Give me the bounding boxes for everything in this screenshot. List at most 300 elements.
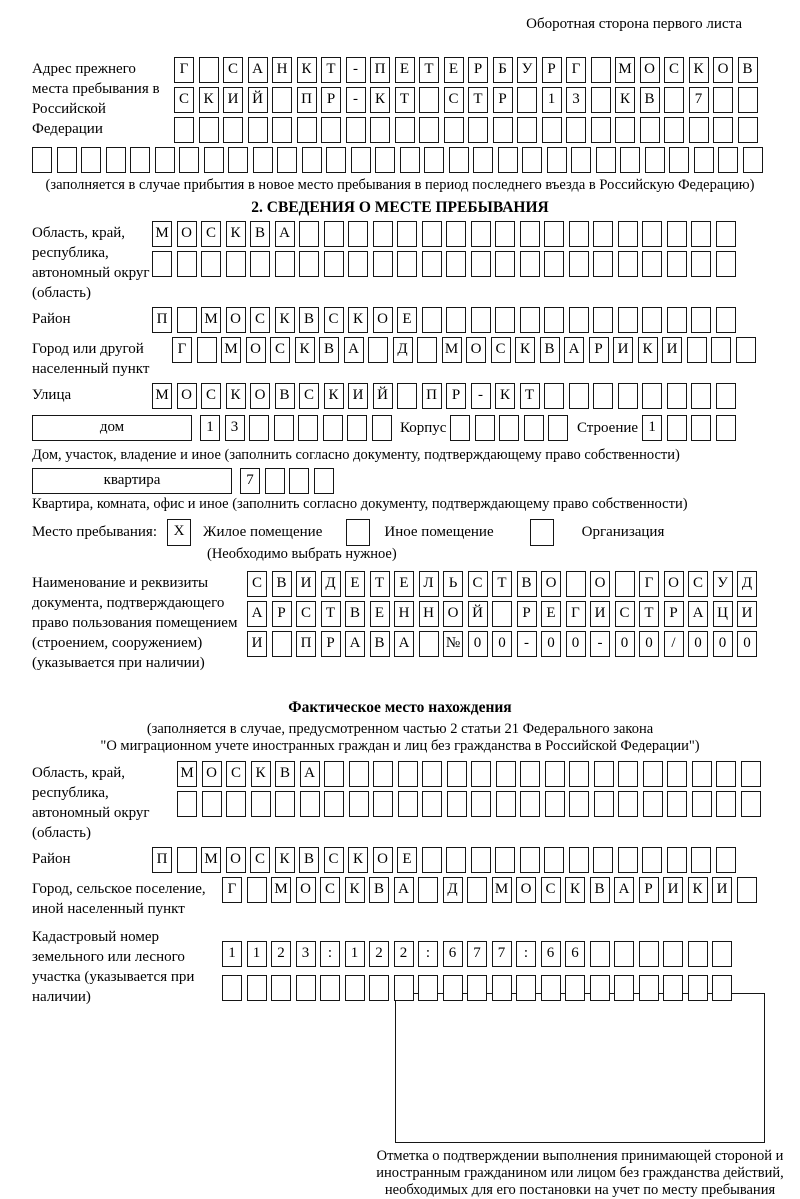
char-cell[interactable] (349, 761, 369, 787)
char-cell[interactable] (565, 975, 585, 1001)
char-cell[interactable]: О (541, 571, 561, 597)
char-cell[interactable] (713, 117, 733, 143)
char-cell[interactable] (446, 847, 466, 873)
char-cell[interactable]: И (663, 877, 683, 903)
char-cell[interactable]: И (590, 601, 610, 627)
char-cell[interactable]: 0 (737, 631, 757, 657)
char-cell[interactable] (368, 337, 388, 363)
char-cell[interactable]: / (664, 631, 684, 657)
char-cell[interactable]: О (250, 383, 270, 409)
char-cell[interactable]: 0 (713, 631, 733, 657)
char-cell[interactable] (495, 251, 515, 277)
char-cell[interactable] (321, 117, 341, 143)
char-cell[interactable] (544, 847, 564, 873)
char-cell[interactable] (422, 221, 442, 247)
char-cell[interactable] (471, 307, 491, 333)
char-cell[interactable] (324, 791, 344, 817)
char-cell[interactable] (618, 847, 638, 873)
char-cell[interactable]: 1 (247, 941, 267, 967)
char-cell[interactable] (544, 221, 564, 247)
char-cell[interactable]: О (373, 307, 393, 333)
char-cell[interactable] (222, 975, 242, 1001)
char-cell[interactable]: А (688, 601, 708, 627)
char-cell[interactable]: Р (589, 337, 609, 363)
char-cell[interactable]: Н (394, 601, 414, 627)
char-cell[interactable] (545, 791, 565, 817)
char-cell[interactable] (446, 221, 466, 247)
char-cell[interactable]: И (613, 337, 633, 363)
char-cell[interactable]: В (272, 571, 292, 597)
char-cell[interactable]: Е (395, 57, 415, 83)
char-cell[interactable]: Е (397, 307, 417, 333)
char-cell[interactable] (639, 975, 659, 1001)
char-cell[interactable] (618, 791, 638, 817)
char-cell[interactable] (473, 147, 493, 173)
char-cell[interactable] (520, 251, 540, 277)
char-cell[interactable] (397, 251, 417, 277)
char-cell[interactable] (324, 761, 344, 787)
char-cell[interactable]: Е (345, 571, 365, 597)
char-cell[interactable]: В (345, 601, 365, 627)
char-cell[interactable]: О (373, 847, 393, 873)
char-cell[interactable]: У (713, 571, 733, 597)
char-cell[interactable]: Т (492, 571, 512, 597)
char-cell[interactable] (663, 975, 683, 1001)
char-cell[interactable] (468, 117, 488, 143)
char-cell[interactable]: М (201, 307, 221, 333)
char-cell[interactable]: А (275, 221, 295, 247)
char-cell[interactable]: П (296, 631, 316, 657)
char-cell[interactable] (618, 307, 638, 333)
char-cell[interactable] (711, 337, 731, 363)
char-cell[interactable] (272, 117, 292, 143)
char-cell[interactable]: 1 (642, 415, 662, 441)
char-cell[interactable]: В (640, 87, 660, 113)
char-cell[interactable] (520, 221, 540, 247)
char-cell[interactable] (738, 117, 758, 143)
char-cell[interactable]: 6 (565, 941, 585, 967)
char-cell[interactable]: К (275, 307, 295, 333)
char-cell[interactable] (569, 761, 589, 787)
char-cell[interactable]: Г (222, 877, 242, 903)
char-cell[interactable]: К (688, 877, 708, 903)
char-cell[interactable]: О (466, 337, 486, 363)
char-cell[interactable] (569, 251, 589, 277)
char-cell[interactable]: К (370, 87, 390, 113)
char-cell[interactable]: Т (395, 87, 415, 113)
char-cell[interactable]: К (348, 307, 368, 333)
char-cell[interactable] (569, 791, 589, 817)
char-cell[interactable]: А (300, 761, 320, 787)
char-cell[interactable]: П (297, 87, 317, 113)
char-cell[interactable]: 0 (688, 631, 708, 657)
char-cell[interactable] (265, 468, 285, 494)
char-cell[interactable]: М (615, 57, 635, 83)
char-cell[interactable] (692, 791, 712, 817)
char-cell[interactable] (177, 251, 197, 277)
char-cell[interactable]: С (201, 221, 221, 247)
char-cell[interactable] (498, 147, 518, 173)
char-cell[interactable]: А (564, 337, 584, 363)
char-cell[interactable] (738, 87, 758, 113)
char-cell[interactable] (419, 117, 439, 143)
char-cell[interactable]: Т (321, 601, 341, 627)
char-cell[interactable] (716, 847, 736, 873)
char-cell[interactable] (691, 847, 711, 873)
char-cell[interactable]: Г (566, 601, 586, 627)
char-cell[interactable] (422, 791, 442, 817)
checkbox-other-premises[interactable] (346, 519, 370, 546)
char-cell[interactable] (620, 147, 640, 173)
char-cell[interactable]: Р (272, 601, 292, 627)
char-cell[interactable]: Г (639, 571, 659, 597)
char-cell[interactable]: С (201, 383, 221, 409)
char-cell[interactable] (299, 221, 319, 247)
char-cell[interactable] (716, 307, 736, 333)
char-cell[interactable]: О (443, 601, 463, 627)
char-cell[interactable]: Р (446, 383, 466, 409)
char-cell[interactable] (372, 415, 392, 441)
char-cell[interactable]: И (662, 337, 682, 363)
char-cell[interactable]: К (297, 57, 317, 83)
char-cell[interactable] (640, 117, 660, 143)
char-cell[interactable]: Т (520, 383, 540, 409)
char-cell[interactable]: К (638, 337, 658, 363)
char-cell[interactable]: Е (394, 571, 414, 597)
char-cell[interactable] (471, 791, 491, 817)
char-cell[interactable] (346, 117, 366, 143)
char-cell[interactable]: О (516, 877, 536, 903)
char-cell[interactable] (593, 383, 613, 409)
char-cell[interactable] (179, 147, 199, 173)
char-cell[interactable] (130, 147, 150, 173)
char-cell[interactable]: К (295, 337, 315, 363)
char-cell[interactable]: Р (321, 87, 341, 113)
char-cell[interactable] (446, 251, 466, 277)
char-cell[interactable]: С (320, 877, 340, 903)
char-cell[interactable]: С (664, 57, 684, 83)
char-cell[interactable]: - (471, 383, 491, 409)
char-cell[interactable]: Г (172, 337, 192, 363)
char-cell[interactable] (443, 975, 463, 1001)
char-cell[interactable] (323, 415, 343, 441)
char-cell[interactable]: Ц (713, 601, 733, 627)
char-cell[interactable]: К (615, 87, 635, 113)
char-cell[interactable]: О (296, 877, 316, 903)
char-cell[interactable]: Й (468, 601, 488, 627)
char-cell[interactable] (736, 337, 756, 363)
char-cell[interactable]: С (615, 601, 635, 627)
char-cell[interactable] (277, 147, 297, 173)
char-cell[interactable]: С (247, 571, 267, 597)
char-cell[interactable] (566, 571, 586, 597)
char-cell[interactable]: 0 (615, 631, 635, 657)
char-cell[interactable]: В (369, 877, 389, 903)
char-cell[interactable] (272, 631, 292, 657)
char-cell[interactable] (689, 117, 709, 143)
char-cell[interactable]: Г (174, 57, 194, 83)
char-cell[interactable]: М (271, 877, 291, 903)
char-cell[interactable] (688, 975, 708, 1001)
char-cell[interactable] (571, 147, 591, 173)
char-cell[interactable]: И (223, 87, 243, 113)
char-cell[interactable]: 7 (240, 468, 260, 494)
char-cell[interactable]: М (442, 337, 462, 363)
char-cell[interactable]: 2 (271, 941, 291, 967)
char-cell[interactable] (155, 147, 175, 173)
char-cell[interactable]: Е (444, 57, 464, 83)
char-cell[interactable] (716, 383, 736, 409)
char-cell[interactable]: 7 (492, 941, 512, 967)
char-cell[interactable] (422, 847, 442, 873)
char-cell[interactable] (467, 975, 487, 1001)
char-cell[interactable]: : (516, 941, 536, 967)
char-cell[interactable]: С (270, 337, 290, 363)
char-cell[interactable] (475, 415, 495, 441)
char-cell[interactable]: С (174, 87, 194, 113)
char-cell[interactable] (667, 383, 687, 409)
char-cell[interactable] (495, 847, 515, 873)
char-cell[interactable] (667, 221, 687, 247)
char-cell[interactable]: Д (737, 571, 757, 597)
char-cell[interactable] (226, 791, 246, 817)
char-cell[interactable]: Р (493, 87, 513, 113)
char-cell[interactable] (395, 117, 415, 143)
char-cell[interactable]: В (299, 847, 319, 873)
char-cell[interactable] (394, 975, 414, 1001)
char-cell[interactable] (275, 791, 295, 817)
char-cell[interactable] (664, 87, 684, 113)
char-cell[interactable] (152, 251, 172, 277)
char-cell[interactable] (251, 791, 271, 817)
char-cell[interactable]: 1 (345, 941, 365, 967)
char-cell[interactable]: К (689, 57, 709, 83)
char-cell[interactable]: Д (443, 877, 463, 903)
char-cell[interactable]: В (299, 307, 319, 333)
char-cell[interactable] (422, 251, 442, 277)
char-cell[interactable]: М (152, 383, 172, 409)
char-cell[interactable] (296, 975, 316, 1001)
char-cell[interactable] (643, 761, 663, 787)
char-cell[interactable] (493, 117, 513, 143)
char-cell[interactable]: В (275, 383, 295, 409)
char-cell[interactable]: Д (321, 571, 341, 597)
char-cell[interactable]: К (275, 847, 295, 873)
char-cell[interactable]: Р (468, 57, 488, 83)
char-cell[interactable] (520, 307, 540, 333)
char-cell[interactable]: А (345, 631, 365, 657)
char-cell[interactable] (593, 251, 613, 277)
char-cell[interactable] (375, 147, 395, 173)
char-cell[interactable] (615, 571, 635, 597)
char-cell[interactable] (177, 791, 197, 817)
char-cell[interactable]: И (247, 631, 267, 657)
char-cell[interactable] (398, 761, 418, 787)
char-cell[interactable] (81, 147, 101, 173)
char-cell[interactable] (667, 761, 687, 787)
char-cell[interactable] (741, 791, 761, 817)
char-cell[interactable] (691, 307, 711, 333)
char-cell[interactable] (320, 975, 340, 1001)
checkbox-organization[interactable] (530, 519, 554, 546)
checkbox-residential[interactable]: X (167, 519, 191, 546)
char-cell[interactable]: Д (393, 337, 413, 363)
char-cell[interactable] (197, 337, 217, 363)
char-cell[interactable] (492, 601, 512, 627)
char-cell[interactable] (247, 877, 267, 903)
char-cell[interactable]: - (517, 631, 537, 657)
char-cell[interactable]: К (324, 383, 344, 409)
char-cell[interactable] (716, 415, 736, 441)
char-cell[interactable] (419, 87, 439, 113)
char-cell[interactable]: 3 (296, 941, 316, 967)
char-cell[interactable] (106, 147, 126, 173)
char-cell[interactable] (397, 221, 417, 247)
char-cell[interactable]: - (346, 87, 366, 113)
char-cell[interactable] (548, 415, 568, 441)
char-cell[interactable]: 2 (369, 941, 389, 967)
char-cell[interactable] (495, 221, 515, 247)
char-cell[interactable]: К (251, 761, 271, 787)
char-cell[interactable] (741, 761, 761, 787)
char-cell[interactable]: - (590, 631, 610, 657)
char-cell[interactable] (517, 117, 537, 143)
char-cell[interactable] (177, 307, 197, 333)
char-cell[interactable] (174, 117, 194, 143)
char-cell[interactable] (348, 251, 368, 277)
char-cell[interactable]: О (226, 307, 246, 333)
char-cell[interactable]: А (247, 601, 267, 627)
char-cell[interactable]: 6 (443, 941, 463, 967)
char-cell[interactable] (449, 147, 469, 173)
char-cell[interactable] (743, 147, 763, 173)
char-cell[interactable]: : (418, 941, 438, 967)
char-cell[interactable] (495, 307, 515, 333)
char-cell[interactable] (642, 307, 662, 333)
char-cell[interactable]: Б (493, 57, 513, 83)
char-cell[interactable] (299, 251, 319, 277)
char-cell[interactable] (716, 791, 736, 817)
char-cell[interactable] (471, 251, 491, 277)
char-cell[interactable]: М (152, 221, 172, 247)
char-cell[interactable]: В (540, 337, 560, 363)
char-cell[interactable] (642, 251, 662, 277)
char-cell[interactable]: М (492, 877, 512, 903)
char-cell[interactable]: М (177, 761, 197, 787)
char-cell[interactable]: 0 (468, 631, 488, 657)
char-cell[interactable] (373, 791, 393, 817)
char-cell[interactable] (713, 87, 733, 113)
char-cell[interactable] (664, 117, 684, 143)
char-cell[interactable]: С (324, 847, 344, 873)
char-cell[interactable]: 3 (566, 87, 586, 113)
char-cell[interactable]: В (370, 631, 390, 657)
char-cell[interactable] (667, 251, 687, 277)
char-cell[interactable] (566, 117, 586, 143)
char-cell[interactable]: С (250, 307, 270, 333)
char-cell[interactable] (642, 221, 662, 247)
char-cell[interactable] (663, 941, 683, 967)
char-cell[interactable]: Й (373, 383, 393, 409)
char-cell[interactable] (247, 975, 267, 1001)
char-cell[interactable]: С (250, 847, 270, 873)
char-cell[interactable] (591, 117, 611, 143)
char-cell[interactable]: 6 (541, 941, 561, 967)
char-cell[interactable] (300, 791, 320, 817)
char-cell[interactable] (297, 117, 317, 143)
char-cell[interactable]: В (319, 337, 339, 363)
char-cell[interactable]: И (712, 877, 732, 903)
char-cell[interactable] (591, 87, 611, 113)
char-cell[interactable] (596, 147, 616, 173)
char-cell[interactable]: Е (397, 847, 417, 873)
char-cell[interactable] (694, 147, 714, 173)
char-cell[interactable] (199, 117, 219, 143)
char-cell[interactable] (370, 117, 390, 143)
char-cell[interactable]: К (348, 847, 368, 873)
char-cell[interactable]: С (296, 601, 316, 627)
char-cell[interactable] (516, 975, 536, 1001)
char-cell[interactable]: - (346, 57, 366, 83)
char-cell[interactable] (614, 941, 634, 967)
char-cell[interactable] (417, 337, 437, 363)
char-cell[interactable] (398, 791, 418, 817)
char-cell[interactable] (272, 87, 292, 113)
char-cell[interactable] (471, 761, 491, 787)
char-cell[interactable]: 3 (225, 415, 245, 441)
char-cell[interactable]: О (177, 383, 197, 409)
char-cell[interactable] (177, 847, 197, 873)
char-cell[interactable] (667, 847, 687, 873)
char-cell[interactable]: 1 (222, 941, 242, 967)
char-cell[interactable]: 0 (492, 631, 512, 657)
char-cell[interactable]: Е (370, 601, 390, 627)
char-cell[interactable] (639, 941, 659, 967)
char-cell[interactable] (57, 147, 77, 173)
char-cell[interactable]: С (468, 571, 488, 597)
char-cell[interactable] (348, 221, 368, 247)
char-cell[interactable] (248, 117, 268, 143)
char-cell[interactable] (253, 147, 273, 173)
char-cell[interactable]: А (248, 57, 268, 83)
char-cell[interactable]: В (590, 877, 610, 903)
char-cell[interactable] (496, 761, 516, 787)
char-cell[interactable] (199, 57, 219, 83)
char-cell[interactable]: К (226, 221, 246, 247)
char-cell[interactable] (569, 383, 589, 409)
char-cell[interactable] (314, 468, 334, 494)
char-cell[interactable] (226, 251, 246, 277)
char-cell[interactable]: Р (542, 57, 562, 83)
char-cell[interactable]: К (345, 877, 365, 903)
char-cell[interactable] (642, 847, 662, 873)
char-cell[interactable]: Р (517, 601, 537, 627)
char-cell[interactable]: В (738, 57, 758, 83)
char-cell[interactable] (250, 251, 270, 277)
char-cell[interactable] (444, 117, 464, 143)
char-cell[interactable]: О (177, 221, 197, 247)
char-cell[interactable] (569, 307, 589, 333)
char-cell[interactable]: Л (419, 571, 439, 597)
char-cell[interactable]: С (226, 761, 246, 787)
char-cell[interactable]: Н (419, 601, 439, 627)
char-cell[interactable] (569, 221, 589, 247)
char-cell[interactable] (544, 307, 564, 333)
char-cell[interactable] (446, 307, 466, 333)
char-cell[interactable] (590, 975, 610, 1001)
char-cell[interactable] (618, 383, 638, 409)
char-cell[interactable] (496, 791, 516, 817)
